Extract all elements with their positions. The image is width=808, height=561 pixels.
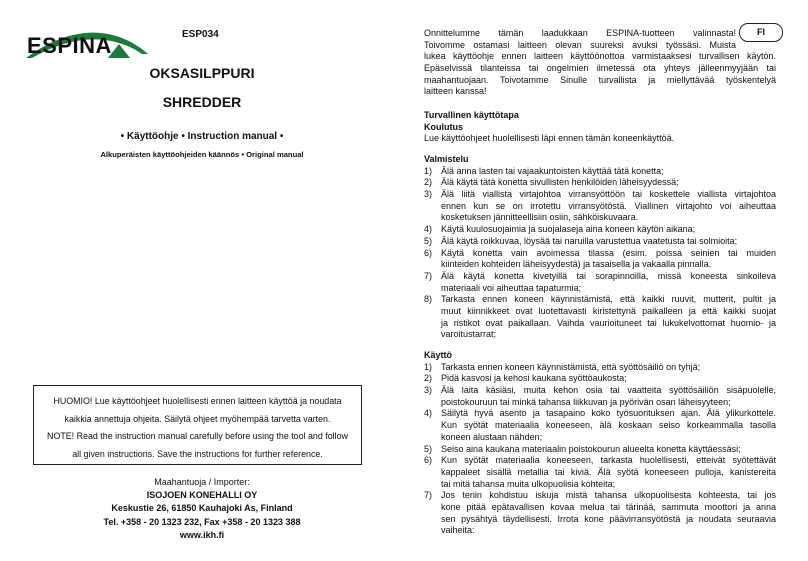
notice-line: all given instructions. Save the instructions for further reference.	[72, 448, 323, 459]
list-item-text: Säilytä hyvä asento ja tasapaino koko työsuorituksen ajan. Älä ylikurkottele.	[441, 408, 776, 419]
list-item-line	[424, 248, 776, 260]
list-item-line	[424, 236, 776, 248]
list-item-number: 8)	[424, 294, 433, 305]
list-item-number: 6)	[424, 455, 433, 466]
list-item-line: vaiheita:	[441, 525, 475, 536]
list-item-text: Seiso aina kaukana materiaalin poistokourun alueelta konetta käyttäessäsi;	[441, 443, 741, 454]
list-item-text: Käytä konetta vain avoimessa tilassa (esim. poissa seinien tai muiden	[441, 247, 776, 258]
list-item-line	[424, 271, 776, 283]
list-item	[424, 189, 776, 224]
list-item-line	[424, 373, 776, 385]
list-item-line	[424, 177, 776, 189]
list-item-text: Älä käytä tätä konetta sivullisten henkilöiden läheisyydessä;	[441, 177, 679, 188]
list-item	[424, 166, 776, 178]
list-item-text: Käytä kuulosuojaimia ja suojalaseja aina koneen käytön aikana;	[441, 224, 696, 235]
list-item-line: poistokouruun tai minkä tahansa liikkuvan ja pyörivän osan läheisyyteen;	[441, 396, 731, 407]
list-item-number: 3)	[424, 189, 433, 200]
list-item	[424, 385, 776, 408]
list-item-number: 1)	[424, 165, 433, 176]
logo-text: ESPINA	[27, 33, 112, 58]
list-item	[424, 224, 776, 236]
importer-address: Keskustie 26, 61850 Kauhajoki As, Finland	[111, 503, 293, 514]
list-item-number: 4)	[424, 408, 433, 419]
list-item-text: Älä käytä roikkuvaa, löysää tai naruilla varustettua vaatetusta tai solmioita;	[441, 235, 738, 246]
list-item-number: 3)	[424, 385, 433, 396]
list-item	[424, 294, 776, 341]
list-item-number: 6)	[424, 247, 433, 258]
list-item	[424, 236, 776, 248]
list-item-line: ja ristikot ovat paikallaan. Vaihda vaurioituneet tai lukukelvottomat huomio- ja	[441, 317, 776, 328]
list-item-text: Älä laita käsiäsi, muita kehon osia tai vaatteita syöttösäiliön sisäpuolelle,	[441, 385, 776, 396]
list-item-line: sen pysähtyä täydellisesti. Irrota kone päävirransyötöstä ja noudata seuraavia	[441, 513, 776, 524]
list-item-line	[424, 444, 776, 456]
use-section	[424, 350, 776, 537]
list-item	[424, 248, 776, 271]
list-item-line	[424, 294, 776, 306]
list-item-number: 2)	[424, 177, 433, 188]
list-item-line: ennen kun se on irrotettu virransyötöstä. Viallinen virtajohto voi aiheuttaa	[441, 200, 776, 211]
intro-text	[424, 28, 776, 98]
list-item-number: 2)	[424, 373, 433, 384]
list-item-text: Jos teriin kohdistuu iskuja mistä tahansa ulkopuolisesta kohteesta, tai jos	[441, 490, 776, 501]
list-item-line: Kun syötät materiaalia koneeseen, älä koskaan seiso korkeammalla tasolla	[441, 420, 776, 431]
safe-use-heading: Turvallinen käyttötapa	[424, 110, 519, 120]
importer-website: www.ikh.fi	[179, 529, 225, 540]
list-item-line	[424, 490, 776, 502]
list-item-number: 1)	[424, 361, 433, 372]
language-badge: FI	[739, 23, 783, 42]
list-item-text: Älä anna lasten tai vajaakuntoisten käyttää tätä konetta;	[441, 165, 664, 176]
intro-line: maahantuojaan. Toivotamme Sinulle turvallista ja miellyttävää työskentelyä	[424, 74, 776, 85]
list-item	[424, 444, 776, 456]
notice-line: NOTE! Read the instruction manual carefully before using the tool and follow	[47, 431, 348, 441]
list-item-line	[424, 189, 776, 201]
notice-box	[33, 385, 362, 465]
list-item-line: koneen alustaan nähden;	[441, 431, 543, 442]
use-heading: Käyttö	[424, 350, 453, 360]
list-item-text: Älä käytä konetta kivetyillä tai sorapinnoilla, missä koneesta sinkoileva	[441, 270, 776, 281]
use-list	[424, 362, 776, 537]
preparation-section	[424, 154, 776, 341]
list-item-line: kappaleet sisällä metallia tai kiviä. Älä syötä koneeseen pulloja, kanistereita	[441, 466, 776, 477]
list-item-line	[424, 362, 776, 374]
intro-line: Epäselvissä tilanteissa tai ongelmien ilmetessä ota yhteys jälleenmyyjään tai	[424, 63, 776, 74]
list-item-number: 5)	[424, 443, 433, 454]
intro-line: Onnittelumme tämän laadukkaan ESPINA-tuotteen valinnasta!	[424, 28, 736, 38]
importer-label: Maahantuoja / Importer:	[154, 477, 250, 487]
list-item-line: kosketuksen jännitteellisiin osiin, sähköiskuvaara.	[441, 212, 639, 223]
title-english: SHREDDER	[162, 94, 242, 110]
list-item-text: Kun syötät materiaalia koneeseen, tarkasta huolellisesti, etteivät syötettävät	[441, 455, 776, 466]
training-text: Lue käyttöohjeet huolellisesti läpi ennen tämän koneenkäyttöä.	[424, 133, 675, 144]
preparation-list	[424, 166, 776, 341]
list-item	[424, 362, 776, 374]
list-item-line: muut kiinnikkeet ovat luotettavasti kiristettynä paikalleen ja että kaikki suojat	[441, 305, 776, 316]
list-item-number: 7)	[424, 490, 433, 501]
list-item	[424, 455, 776, 490]
list-item	[424, 490, 776, 537]
list-item-line: varoitustarrat;	[441, 329, 497, 340]
importer-info	[0, 476, 404, 542]
importer-company: ISOJOEN KONEHALLI OY	[146, 490, 258, 501]
notice-line: HUOMIO! Lue käyttöohjeet huolellisesti ennen laitteen käyttöä ja noudata	[53, 396, 342, 406]
model-code: ESP034	[182, 29, 219, 40]
list-item-line	[424, 385, 776, 397]
notice-line: kaikkia annettuja ohjeita. Säilytä ohjeet myöhempää tarvetta varten.	[64, 413, 331, 424]
list-item-number: 4)	[424, 224, 433, 235]
list-item	[424, 373, 776, 385]
title-finnish: OKSASILPPURI	[149, 65, 255, 81]
list-item-line	[424, 455, 776, 467]
list-item-line: kone pitää epätavallisen kovaa melua tai tärinää, sammuta moottori ja anna	[441, 501, 776, 512]
list-item-line	[424, 408, 776, 420]
list-item-text: Älä liitä viallista virtajohtoa virransyöttöön tai koskettele viallista virtajohtoa	[441, 189, 776, 200]
list-item-text: Tarkasta ennen koneen käynnistämistä, että syöttösäiliö on tyhjä;	[441, 361, 701, 372]
training-heading: Koulutus	[424, 121, 463, 132]
list-item-number: 7)	[424, 270, 433, 281]
list-item-number: 5)	[424, 235, 433, 246]
intro-line: lukea käyttöohje ennen laitteen käyttöönottoa varmistaaksesi turvallisen käytön.	[424, 51, 776, 62]
list-item-line	[424, 224, 776, 236]
intro-line: Toivomme ostamasi laitteen olevan suureksi avuksi työssäsi. Muista	[424, 39, 736, 50]
espina-logo	[26, 24, 150, 60]
list-item-line: tai mitä tahansa muita ulkopuolisia kohteita;	[441, 478, 616, 489]
list-item-line: materiaali voi aiheuttaa tapaturmia;	[441, 282, 582, 293]
list-item-text: Tarkasta ennen koneen käynnistämistä, että kaikki ruuvit, mutterit, pultit ja	[441, 294, 776, 305]
intro-line: laitteen kanssa!	[424, 86, 487, 97]
preparation-heading: Valmistelu	[424, 154, 469, 164]
importer-phone: Tel. +358 - 20 1323 232, Fax +358 - 20 1323 388	[103, 516, 301, 527]
list-item	[424, 408, 776, 443]
list-item	[424, 177, 776, 189]
list-item	[424, 271, 776, 294]
safety-section	[424, 110, 776, 145]
manual-types: • Käyttöohje • Instruction manual •	[120, 131, 284, 142]
list-item-line	[424, 166, 776, 178]
list-item-text: Pidä kasvosi ja kehosi kaukana syöttöaukosta;	[441, 373, 627, 384]
list-item-line: kiinteiden kohteiden läheisyydestä) ja tasaisella ja vakaalla pinnalla.	[441, 259, 712, 270]
original-manual-note: Alkuperäisten käyttöohjeiden käännös • Original manual	[100, 150, 304, 159]
